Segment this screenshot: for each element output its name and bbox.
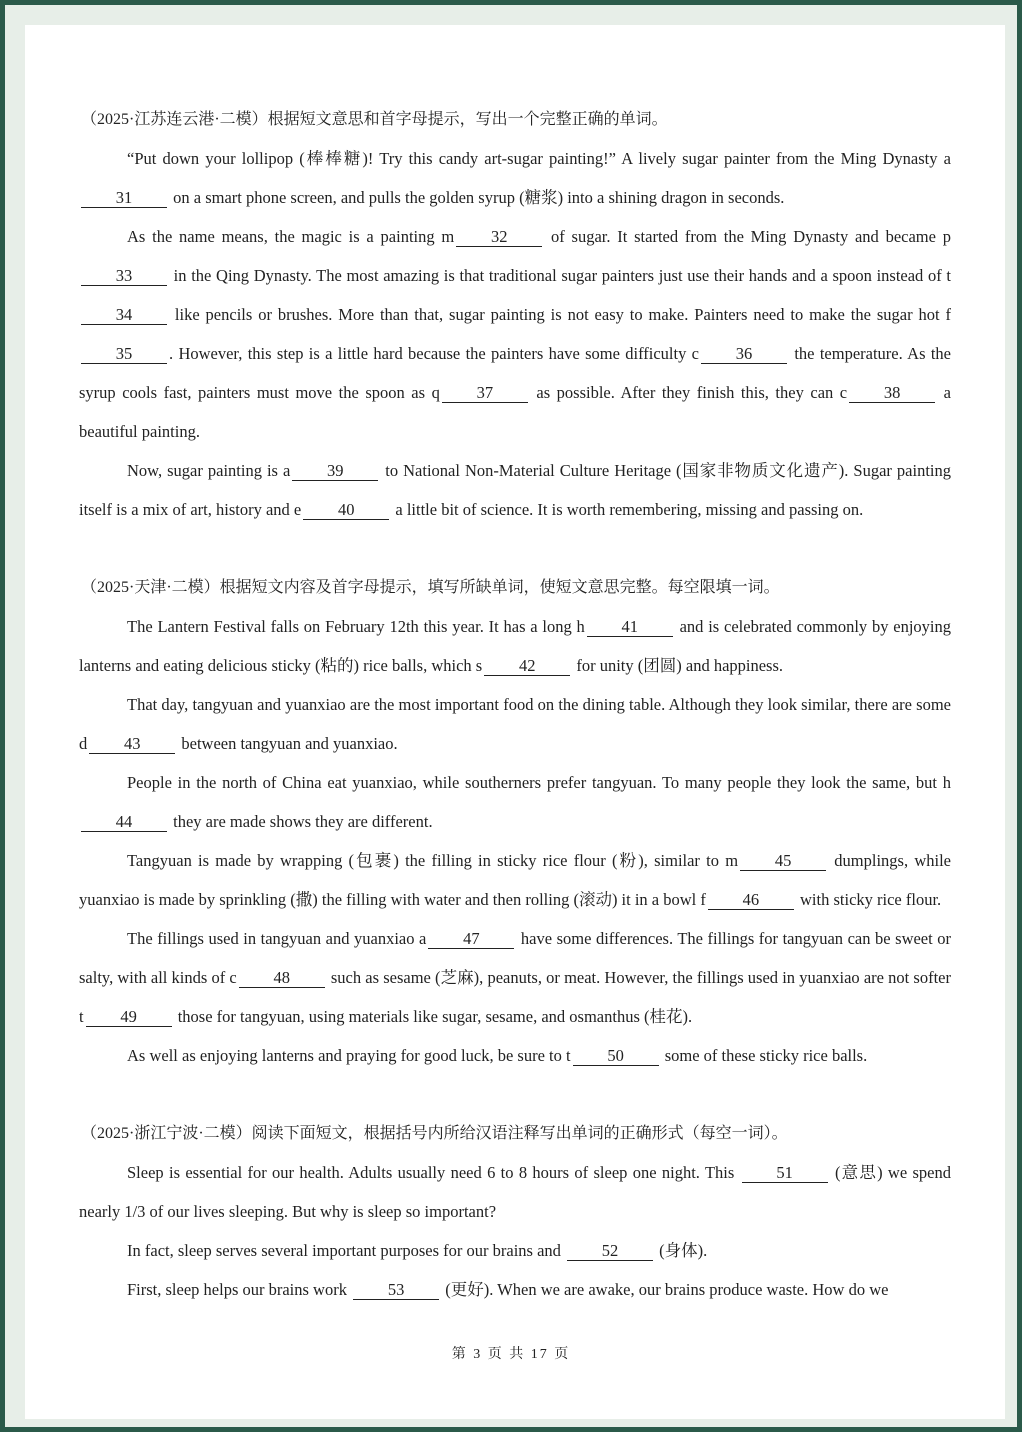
answer-blank[interactable]: 51 bbox=[742, 1164, 828, 1183]
section-gap bbox=[79, 1075, 951, 1114]
section-gap bbox=[79, 529, 951, 568]
answer-blank[interactable]: 50 bbox=[573, 1047, 659, 1066]
passage-paragraph bbox=[79, 1036, 951, 1075]
passage-text: That day, tangyuan and yuanxiao are the most important food on the dining table. Although they look similar, there are some d bbox=[79, 695, 951, 753]
answer-blank[interactable]: 44 bbox=[81, 813, 167, 832]
section-heading: （2025·江苏连云港·二模）根据短文意思和首字母提示，写出一个完整正确的单词。 bbox=[81, 111, 668, 128]
passage-paragraph bbox=[79, 919, 951, 1036]
passage-text: People in the north of China eat yuanxiao, while southerners prefer tangyuan. To many people they look the same, but h bbox=[127, 773, 951, 792]
answer-blank[interactable]: 39 bbox=[292, 462, 378, 481]
answer-blank[interactable]: 37 bbox=[442, 384, 528, 403]
passage-text: of sugar. It started from the Ming Dynasty and became p bbox=[544, 227, 951, 246]
passage-text: As the name means, the magic is a painting m bbox=[127, 227, 455, 246]
answer-blank[interactable]: 35 bbox=[81, 345, 167, 364]
passage-text: to National Non-Material Culture Heritage (国家非物质文化遗产). Sugar painting itself is a mix of art, history and e bbox=[79, 461, 951, 519]
passage-text: the temperature. As the syrup cools fast, painters must move the spoon as q bbox=[79, 344, 951, 402]
answer-blank[interactable]: 34 bbox=[81, 306, 167, 325]
passage-paragraph bbox=[79, 685, 951, 763]
document-page bbox=[25, 25, 1005, 1419]
passage-text: and is celebrated commonly by enjoying lanterns and eating delicious sticky (粘的) rice balls, which s bbox=[79, 617, 952, 675]
section-heading: （2025·天津·二模）根据短文内容及首字母提示，填写所缺单词，使短文意思完整。每空限填一词。 bbox=[81, 579, 780, 596]
passage-text: with sticky rice flour. bbox=[795, 890, 942, 909]
passage-text: like pencils or brushes. More than that, sugar painting is not easy to make. Painters need to make the sugar hot f bbox=[169, 305, 951, 324]
answer-blank[interactable]: 33 bbox=[81, 267, 167, 286]
passage-paragraph bbox=[79, 1153, 951, 1231]
passage-paragraph bbox=[79, 841, 951, 919]
passage-text: between tangyuan and yuanxiao. bbox=[177, 734, 398, 753]
passage-text: In fact, sleep serves several important purposes for our brains and bbox=[127, 1241, 566, 1260]
answer-blank[interactable]: 42 bbox=[484, 657, 570, 676]
passage-text: . However, this step is a little hard because the painters have some difficulty c bbox=[169, 344, 700, 363]
answer-blank[interactable]: 52 bbox=[567, 1242, 653, 1261]
answer-blank[interactable]: 49 bbox=[86, 1008, 172, 1027]
answer-blank[interactable]: 53 bbox=[353, 1281, 439, 1300]
passage-paragraph bbox=[79, 763, 951, 841]
answer-blank[interactable]: 36 bbox=[701, 345, 787, 364]
passage-text: those for tangyuan, using materials like sugar, sesame, and osmanthus (桂花). bbox=[173, 1007, 693, 1026]
passage-text: (更好). When we are awake, our brains produce waste. How do we bbox=[441, 1280, 889, 1299]
passage-text: The Lantern Festival falls on February 12th this year. It has a long h bbox=[127, 617, 585, 636]
passage-text: for unity (团圆) and happiness. bbox=[572, 656, 784, 675]
passage-text: The fillings used in tangyuan and yuanxiao a bbox=[127, 929, 427, 948]
answer-blank[interactable]: 32 bbox=[456, 228, 542, 247]
passage-text: Tangyuan is made by wrapping (包裹) the filling in sticky rice flour (粉), similar to m bbox=[127, 851, 739, 870]
answer-blank[interactable]: 48 bbox=[239, 969, 325, 988]
passage-text: (意思) we spend nearly 1/3 of our lives sleeping. But why is sleep so important? bbox=[79, 1163, 951, 1221]
passage-text: Sleep is essential for our health. Adults usually need 6 to 8 hours of sleep one night. This bbox=[127, 1163, 740, 1182]
passage-text: First, sleep helps our brains work bbox=[127, 1280, 352, 1299]
passage-text: a beautiful painting. bbox=[79, 383, 952, 441]
passage-text: As well as enjoying lanterns and praying for good luck, be sure to t bbox=[127, 1046, 571, 1065]
passage-paragraph bbox=[79, 607, 951, 685]
answer-blank[interactable]: 38 bbox=[849, 384, 935, 403]
passage-paragraph bbox=[79, 139, 951, 217]
answer-blank[interactable]: 46 bbox=[708, 891, 794, 910]
passage-text: (身体). bbox=[655, 1241, 708, 1260]
passage-text: “Put down your lollipop (棒棒糖)! Try this candy art-sugar painting!” A lively sugar painter from the Ming Dynasty a bbox=[127, 149, 951, 168]
answer-blank[interactable]: 40 bbox=[303, 501, 389, 520]
passage-text: Now, sugar painting is a bbox=[127, 461, 291, 480]
passage-text: a little bit of science. It is worth remembering, missing and passing on. bbox=[391, 500, 864, 519]
passage-paragraph bbox=[79, 451, 951, 529]
passage-paragraph bbox=[79, 1270, 951, 1309]
section-heading: （2025·浙江宁波·二模）阅读下面短文，根据括号内所给汉语注释写出单词的正确形式（每空一词）。 bbox=[81, 1125, 788, 1142]
passage-text: some of these sticky rice balls. bbox=[660, 1046, 868, 1065]
answer-blank[interactable]: 43 bbox=[89, 735, 175, 754]
passage-paragraph bbox=[79, 217, 951, 451]
answer-blank[interactable]: 41 bbox=[587, 618, 673, 637]
passage-text: in the Qing Dynasty. The most amazing is that traditional sugar painters just use their hands and a spoon instead of t bbox=[169, 266, 951, 285]
passage-text: on a smart phone screen, and pulls the golden syrup (糖浆) into a shining dragon in seconds. bbox=[169, 188, 785, 207]
answer-blank[interactable]: 45 bbox=[740, 852, 826, 871]
passage-text: as possible. After they finish this, they can c bbox=[529, 383, 848, 402]
passage-text: such as sesame (芝麻), peanuts, or meat. However, the fillings used in yuanxiao are not softer t bbox=[79, 968, 951, 1026]
passage-paragraph bbox=[79, 1231, 951, 1270]
passage-text: they are made shows they are different. bbox=[169, 812, 433, 831]
answer-blank[interactable]: 47 bbox=[428, 930, 514, 949]
page-footer: 第 3 页 共 17 页 bbox=[451, 1347, 571, 1362]
passage-text: dumplings, while yuanxiao is made by sprinkling (撒) the filling with water and then rolling (滚动) it in a bowl f bbox=[79, 851, 951, 909]
passage-text: have some differences. The fillings for tangyuan can be sweet or salty, with all kinds of c bbox=[79, 929, 952, 987]
answer-blank[interactable]: 31 bbox=[81, 189, 167, 208]
